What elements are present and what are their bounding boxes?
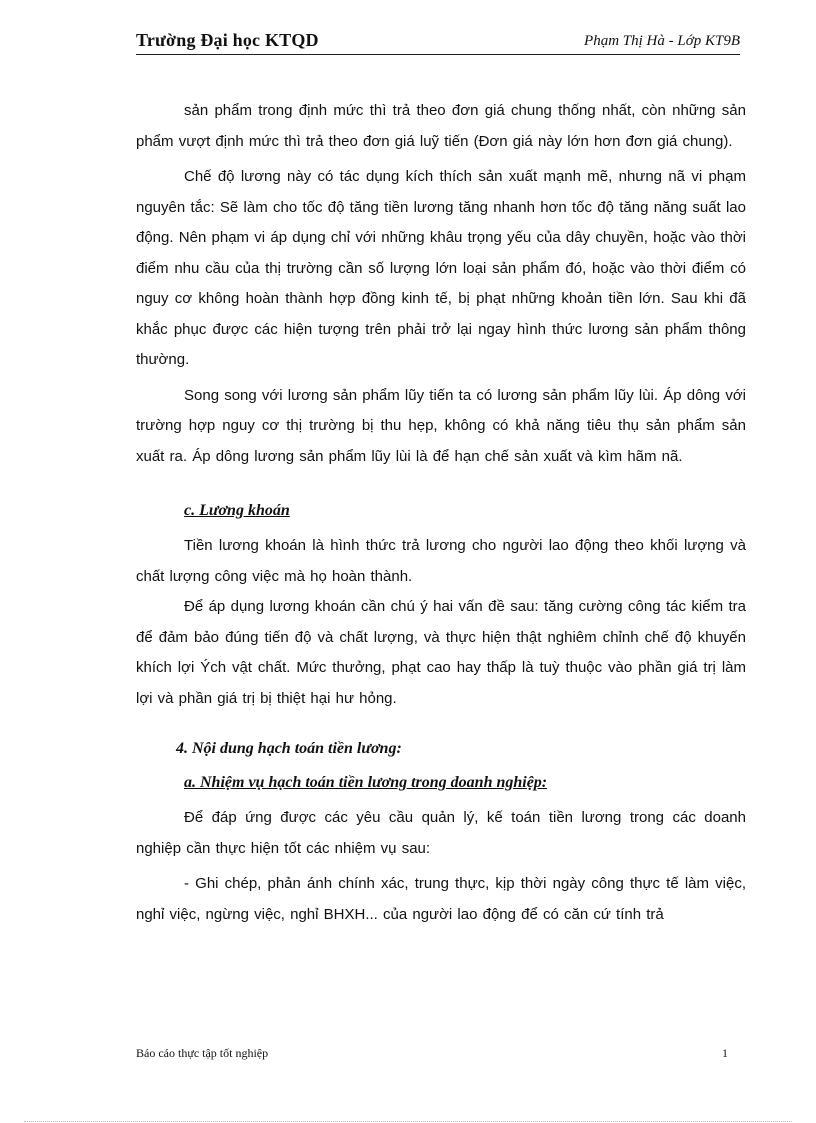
header-school-name: Trường Đại học KTQD bbox=[136, 30, 319, 50]
page-bottom-divider bbox=[24, 1121, 792, 1122]
footer-page-number: 1 bbox=[722, 1046, 728, 1060]
heading-luong-khoan: c. Lương khoán bbox=[184, 502, 290, 519]
paragraph-1: sản phẩm trong định mức thì trả theo đơn giá chung thống nhất, còn những sản phẩm vượt định mức thì trả theo đơn giá luỹ tiến (Đơn giá này lớn hơn đơn giá chung). bbox=[136, 102, 746, 150]
document-body bbox=[136, 96, 746, 930]
heading-nhiem-vu: a. Nhiệm vụ hạch toán tiền lương trong doanh nghiệp: bbox=[184, 774, 548, 791]
paragraph-3: Song song với lương sản phẩm lũy tiến ta có lương sản phẩm lũy lùi. Áp dông với trường hợp nguy cơ thị trường bị thu hẹp, không có khả năng tiêu thụ sản phẩm sản xuất ra. Áp dông lương sản phẩm lũy lùi là để hạn chế sản xuất và kìm hãm nã. bbox=[136, 386, 746, 465]
paragraph-6: Để đáp ứng được các yêu cầu quản lý, kế toán tiền lương trong các doanh nghiệp cần thực hiện tốt các nhiệm vụ sau: bbox=[136, 809, 746, 857]
header-author-class: Phạm Thị Hà - Lớp KT9B bbox=[584, 33, 740, 49]
heading-section-4: 4. Nội dung hạch toán tiền lương: bbox=[176, 740, 402, 757]
page-header bbox=[136, 30, 740, 55]
footer-report-title: Báo cáo thực tập tốt nghiệp bbox=[136, 1046, 269, 1060]
paragraph-4: Tiền lương khoán là hình thức trả lương cho người lao động theo khối lượng và chất lượng công việc mà họ hoàn thành. bbox=[136, 537, 746, 585]
paragraph-7: - Ghi chép, phản ánh chính xác, trung thực, kịp thời ngày công thực tế làm việc, nghỉ việc, ngừng việc, nghỉ BHXH... của người lao động để có căn cứ tính trả bbox=[136, 875, 746, 923]
paragraph-5: Để áp dụng lương khoán cần chú ý hai vấn đề sau: tăng cường công tác kiểm tra để đảm bảo đúng tiến độ và chất lượng, và thực hiện thật nghiêm chỉnh chế độ khuyến khích lợi Ých vật chất. Mức thưởng, phạt cao hay thấp là tuỳ thuộc vào phần giá trị làm lợi và phần giá trị bị thiệt hại hư hỏng. bbox=[136, 598, 746, 707]
paragraph-2: Chế độ lương này có tác dụng kích thích sản xuất mạnh mẽ, nhưng nã vi phạm nguyên tắc: Sẽ làm cho tốc độ tăng tiền lương tăng nhanh hơn tốc độ tăng năng suất lao động. Nên phạm vi áp dụng chỉ với những khâu trọng yếu của dây chuyền, hoặc vào thời điểm nhu cầu của thị trường cần số lượng lớn loại sản phẩm đó, hoặc vào thời điểm có nguy cơ không hoàn thành hợp đồng kinh tế, bị phạt những khoản tiền lớn. Sau khi đã khắc phục được các hiện tượng trên phải trở lại ngay hình thức lương sản phẩm thông thường. bbox=[136, 168, 746, 368]
